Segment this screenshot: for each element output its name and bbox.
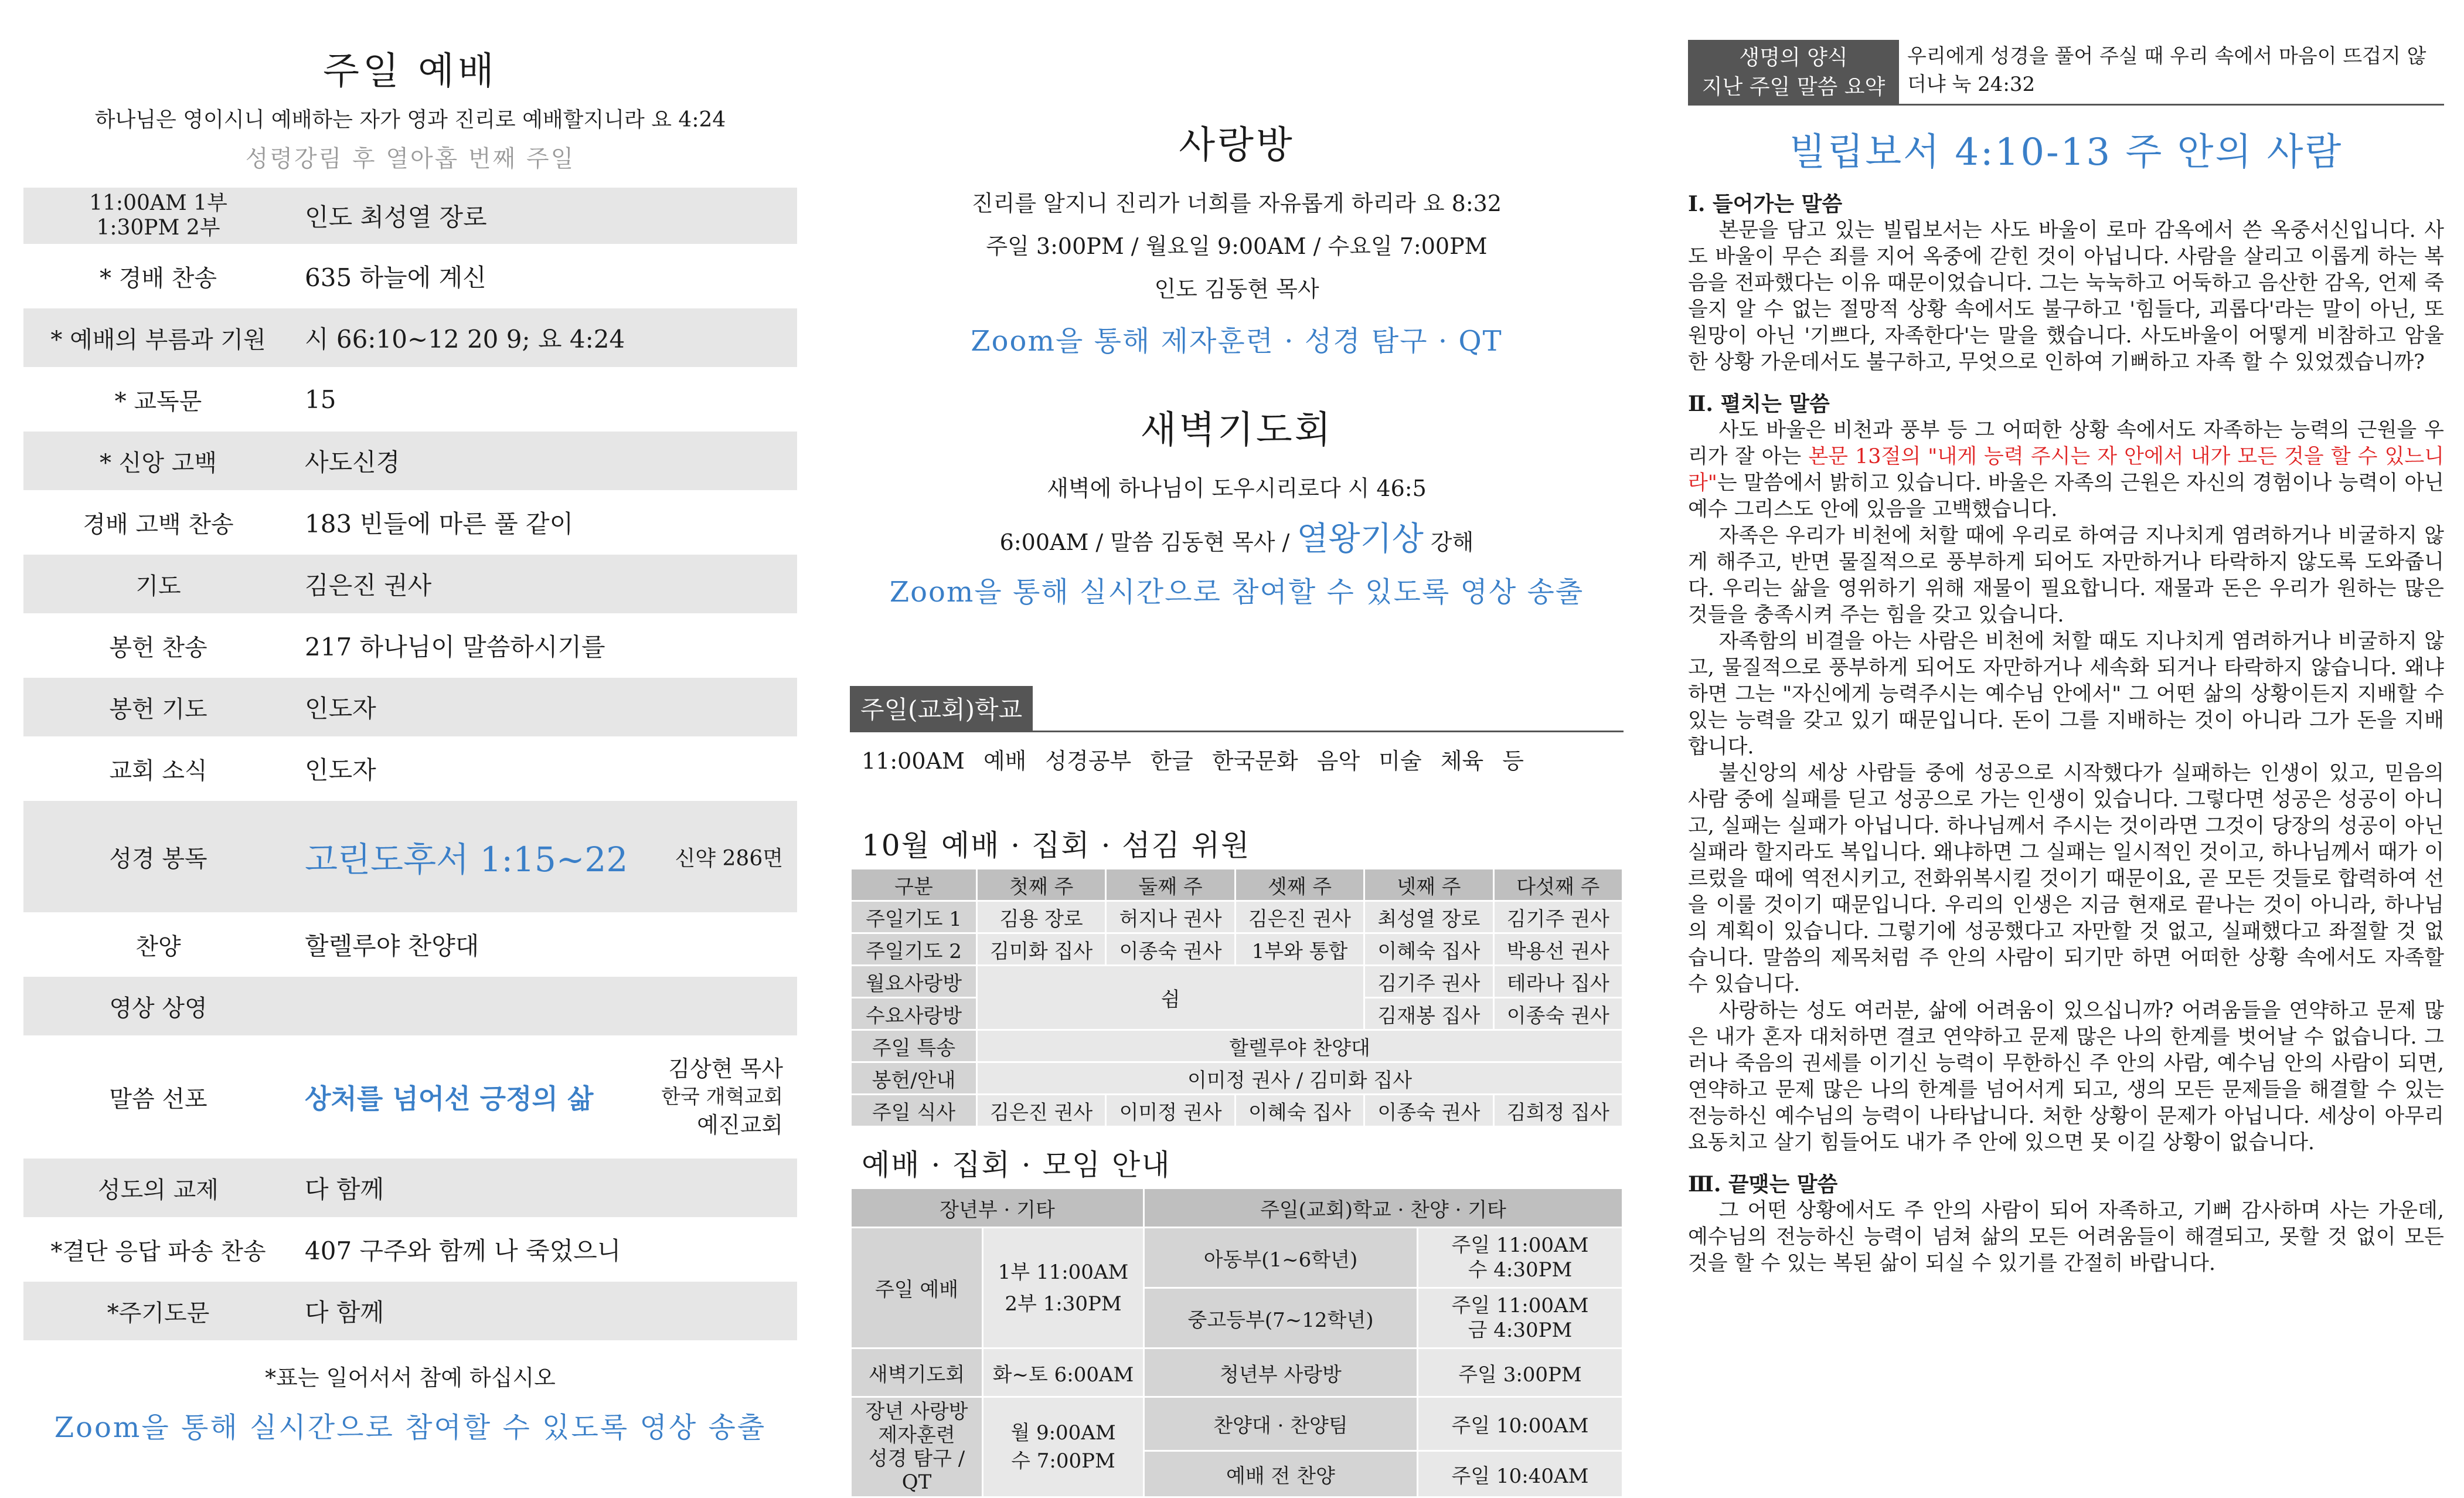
summary-paragraph: 본문을 담고 있는 빌립보서는 사도 바울이 로마 감옥에서 쓴 옥중서신입니다. 사도 바울이 무슨 죄를 지어 옥중에 갇힌 것이 아닙니다. 사람을 살리고 이롭게 하는 복음을 전파했다는 이유 때문이었습니다. 그는 눅눅하고 어둑하고 음산한 감옥, 언제 죽을지 알 수 없는 절망적 상황 속에서도 불구하고 '힘들다, 괴롭다'라는 말이 아닌, 또 원망이 아닌 '기쁘다, 자족한다'는 말을 했습니다. 사도바울이 어떻게 비참하고 암울한 상황 가운데서도 불구하고, 무엇으로 인하여 기뻐하고 자족 할 수 있었겠습니까? bbox=[1688, 219, 2444, 374]
duty-cell: 주일 식사 bbox=[851, 1095, 977, 1127]
worship-order-column bbox=[23, 0, 797, 1445]
table-row bbox=[851, 869, 1623, 901]
duty-title: 10월 예배 · 집회 · 섬김 위원 bbox=[862, 828, 1251, 862]
standing-note: *표는 일어서서 참예 하십시오 bbox=[265, 1365, 556, 1391]
meetings-column bbox=[850, 0, 1624, 1498]
summary-paragraph: 자족은 우리가 비천에 처할 때에 우리로 하여금 지나치게 염려하거나 비굴하지 않게 해주고, 반면 물질적으로 풍부하게 되어도 자만하거나 타락하지 않도록 도와줍니다. 우리는 삶을 영위하기 위해 재물이 필요합니다. 재물과 돈은 우리가 원하는 많은 것들을 충족시켜 주는 힘을 갖고 있습니다. bbox=[1688, 524, 2444, 627]
table-row bbox=[851, 933, 1623, 966]
guide-cell bbox=[983, 1228, 1144, 1348]
guide-time: 주일 11:00AM bbox=[1451, 1234, 1589, 1257]
guide-label: 제자훈련 bbox=[878, 1424, 955, 1447]
duty-cell: 이미정 권사 bbox=[1106, 1095, 1235, 1127]
guide-cell: 청년부 사랑방 bbox=[1144, 1348, 1418, 1397]
dawn-time: 6:00AM / 말씀 김동현 목사 / bbox=[999, 529, 1290, 555]
duty-cell: 주일 특송 bbox=[851, 1030, 977, 1062]
guide-time: 금 4:30PM bbox=[1468, 1319, 1573, 1342]
dawn-suffix: 강해 bbox=[1430, 529, 1474, 555]
service-times-label: 11:00AM 1부 1:30PM 2부 bbox=[89, 191, 227, 240]
order-key: 교회 소식 bbox=[109, 757, 207, 784]
table-row bbox=[851, 1062, 1623, 1095]
duty-cell: 월요사랑방 bbox=[851, 966, 977, 998]
table-row bbox=[851, 1348, 1623, 1397]
duty-cell: 김기주 권사 bbox=[1493, 901, 1622, 933]
order-value: 사도신경 bbox=[305, 448, 400, 477]
duty-cell: 김은진 권사 bbox=[1235, 901, 1364, 933]
guide-cell: 새벽기도회 bbox=[851, 1348, 983, 1397]
duty-cell: 김은진 권사 bbox=[977, 1095, 1106, 1127]
zoom-broadcast-note: Zoom을 통해 실시간으로 참여할 수 있도록 영상 송출 bbox=[54, 1411, 767, 1444]
order-key: 봉헌 찬송 bbox=[109, 634, 207, 661]
order-row bbox=[23, 678, 797, 739]
order-row bbox=[23, 1159, 797, 1220]
sunday-label: 성령강림 후 열아홉 번째 주일 bbox=[245, 145, 576, 172]
duty-header: 둘째 주 bbox=[1106, 869, 1235, 901]
sermon-title: 상처를 넘어선 긍정의 삶 bbox=[305, 1083, 594, 1115]
dawn-prayer-schedule bbox=[850, 513, 1624, 560]
preacher-church: 한국 개혁교회 bbox=[661, 1085, 783, 1109]
duty-cell: 봉헌/안내 bbox=[851, 1062, 977, 1095]
duty-cell: 이혜숙 집사 bbox=[1235, 1095, 1364, 1127]
duty-header: 다섯째 주 bbox=[1493, 869, 1622, 901]
summary-header bbox=[1688, 40, 2444, 106]
table-row bbox=[851, 1228, 1623, 1288]
guide-cell: 아동부(1~6학년) bbox=[1144, 1228, 1418, 1288]
duty-table bbox=[850, 868, 1624, 1127]
order-key bbox=[23, 191, 293, 240]
duty-cell: 최성열 장로 bbox=[1364, 901, 1493, 933]
order-key: 찬양 bbox=[135, 933, 181, 960]
section-heading: Ⅰ. 들어가는 말씀 bbox=[1688, 192, 1843, 216]
sermon-key: 말씀 선포 bbox=[109, 1085, 207, 1113]
order-row bbox=[23, 247, 797, 308]
sarangbang-title: 사랑방 bbox=[1179, 124, 1295, 167]
guide-time: 수 7:00PM bbox=[1011, 1449, 1115, 1473]
order-key: 성도의 교제 bbox=[98, 1176, 219, 1204]
sunday-school-tag: 주일(교회)학교 bbox=[850, 686, 1033, 731]
guide-cell: 화~토 6:00AM bbox=[983, 1348, 1144, 1397]
summary-paragraph: 불신앙의 세상 사람들 중에 성공으로 시작했다가 실패하는 인생이 있고, 믿음의 사람 중에 실패를 딛고 성공으로 가는 인생이 있습니다. 그렇다면 성공은 성공이 아니고, 실패는 실패가 아닙니다. 하나님께서 주시는 것이라면 그것이 당장의 성공이 아닌 실패라 할지라도 복입니다. 왜냐하면 그 실패는 일시적인 것이고, 하나님께서 때가 이르렀을 때에 역전시키고, 전화위복시킬 것이기 때문이요, 곧 모든 것들로 합력하여 선을 이룰 것이기 때문입니다. 우리의 인생은 지금 현재로 끝나는 것이 아니라, 하나님의 계획이 있습니다. 그렇기에 성공했다고 자만할 것 없고, 실패했다고 좌절할 것 없습니다. 말씀의 제목처럼 주 안의 사람이 되기만 하면 어떠한 상황 속에서도 자족할 수 있습니다. bbox=[1688, 762, 2444, 996]
paragraph-text: 사도 바울은 비천과 풍부 등 그 어떠한 상황 속에서도 자족하는 능력의 근원을 우리가 잘 아는 bbox=[1688, 419, 2444, 468]
guide-time: 월 9:00AM bbox=[1010, 1421, 1116, 1445]
order-value: 다 함께 bbox=[305, 1175, 384, 1204]
duty-cell: 김재봉 집사 bbox=[1364, 998, 1493, 1030]
paragraph-text: 는 말씀에서 밝히고 있습니다. 바울은 자족의 근원은 자신의 경험이나 능력이 아닌 예수 그리스도 안에 있음을 고백했습니다. bbox=[1688, 471, 2444, 521]
table-row bbox=[851, 1397, 1623, 1451]
order-value: 시 66:10~12 20 9; 요 4:24 bbox=[305, 325, 625, 354]
worship-title: 주일 예배 bbox=[323, 50, 498, 93]
table-row bbox=[851, 901, 1623, 933]
duty-header: 셋째 주 bbox=[1235, 869, 1364, 901]
guide-cell bbox=[983, 1397, 1144, 1497]
worship-verse: 하나님은 영이시니 예배하는 자가 영과 진리로 예배할지니라 요 4:24 bbox=[94, 108, 726, 132]
sermon-summary-title: 빌립보서 4:10-13 주 안의 사람 bbox=[1789, 131, 2343, 174]
preacher-church-name: 예진교회 bbox=[697, 1112, 783, 1138]
sermon-row bbox=[23, 1038, 797, 1159]
highlighted-verse: 본문 13절의 "내게 능력 주시는 자 안에서 내가 모든 것을 할 수 있느니라" bbox=[1688, 445, 2445, 495]
table-row bbox=[851, 966, 1623, 998]
order-row bbox=[23, 977, 797, 1038]
guide-cell bbox=[1417, 1288, 1622, 1348]
sunday-school-programs: 11:00AM 예배 성경공부 한글 한국문화 음악 미술 체육 등 bbox=[862, 748, 1524, 774]
order-row bbox=[23, 493, 797, 555]
order-key: 경배 고백 찬송 bbox=[83, 511, 234, 538]
order-key: * 경배 찬송 bbox=[100, 264, 217, 292]
order-row bbox=[23, 915, 797, 977]
guide-label: 성경 탐구 / QT bbox=[868, 1447, 965, 1494]
guide-time: 2부 1:30PM bbox=[1005, 1292, 1122, 1316]
sarangbang-zoom: Zoom을 통해 제자훈련 · 성경 탐구 · QT bbox=[971, 325, 1503, 358]
guide-cell: 주일 10:40AM bbox=[1417, 1451, 1622, 1497]
duty-cell: 김희정 집사 bbox=[1493, 1095, 1622, 1127]
order-row bbox=[23, 308, 797, 370]
section-heading: Ⅲ. 끝맺는 말씀 bbox=[1688, 1172, 1838, 1197]
guide-header: 주일(교회)학교 · 찬양 · 기타 bbox=[1144, 1188, 1623, 1228]
duty-cell: 할렐루야 찬양대 bbox=[977, 1030, 1623, 1062]
order-key: *결단 응답 파송 찬송 bbox=[50, 1238, 266, 1265]
duty-cell: 김용 장로 bbox=[977, 901, 1106, 933]
order-value: 김은진 권사 bbox=[305, 571, 432, 600]
duty-cell: 주일기도 2 bbox=[851, 933, 977, 966]
guide-header: 장년부 · 기타 bbox=[851, 1188, 1144, 1228]
guide-cell: 주일 예배 bbox=[851, 1228, 983, 1348]
duty-cell: 이종숙 권사 bbox=[1106, 933, 1235, 966]
order-row bbox=[23, 555, 797, 616]
summary-paragraph: 자족함의 비결을 아는 사람은 비천에 처할 때도 지나치게 염려하거나 비굴하지 않고, 물질적으로 풍부하게 되어도 자만하거나 세속화 되거나 타락하지 않습니다. 왜냐하면 그는 "자신에게 능력주시는 예수님 안에서" 그 어떤 삶의 상황이든지 지배할 수 있는 능력을 갖고 있기 때문입니다. 돈이 그를 지배하는 것이 아니라 그가 돈을 지배합니다. bbox=[1688, 630, 2444, 759]
scripture-key: 성경 봉독 bbox=[109, 845, 207, 872]
guide-cell: 찬양대 · 찬양팀 bbox=[1144, 1397, 1418, 1451]
dawn-book: 열왕기상 bbox=[1296, 520, 1424, 558]
order-value: 인도자 bbox=[305, 756, 376, 784]
order-value: 할렐루야 찬양대 bbox=[305, 932, 479, 960]
duty-cell: 이혜숙 집사 bbox=[1364, 933, 1493, 966]
worship-order-list bbox=[23, 188, 797, 1343]
dawn-zoom: Zoom을 통해 실시간으로 참여할 수 있도록 영상 송출 bbox=[889, 576, 1584, 609]
duty-cell: 1부와 통합 bbox=[1235, 933, 1364, 966]
scripture-row bbox=[23, 801, 797, 915]
guide-cell: 주일 3:00PM bbox=[1417, 1348, 1622, 1397]
order-row bbox=[23, 739, 797, 801]
guide-cell: 중고등부(7~12학년) bbox=[1144, 1288, 1418, 1348]
scripture-page: 신약 286면 bbox=[675, 846, 783, 871]
duty-cell: 김기주 권사 bbox=[1364, 966, 1493, 998]
guide-title: 예배 · 집회 · 모임 안내 bbox=[862, 1148, 1171, 1182]
sunday-school-header bbox=[850, 686, 1624, 732]
order-value: 635 하늘에 계신 bbox=[305, 263, 486, 292]
guide-time: 수 4:30PM bbox=[1468, 1258, 1573, 1282]
duty-cell: 주일기도 1 bbox=[851, 901, 977, 933]
scripture-reference: 고린도후서 1:15~22 bbox=[305, 840, 628, 879]
order-row bbox=[23, 188, 797, 247]
order-value: 인도자 bbox=[305, 694, 376, 723]
guide-time: 주일 11:00AM bbox=[1451, 1294, 1589, 1317]
duty-cell: 허지나 권사 bbox=[1106, 901, 1235, 933]
duty-header: 첫째 주 bbox=[977, 869, 1106, 901]
guide-cell: 예배 전 찬양 bbox=[1144, 1451, 1418, 1497]
order-row bbox=[23, 1220, 797, 1282]
duty-rest-cell: 쉼 bbox=[977, 966, 1364, 1030]
guide-table bbox=[850, 1187, 1624, 1498]
duty-cell: 이종숙 권사 bbox=[1364, 1095, 1493, 1127]
order-value: 217 하나님이 말씀하시기를 bbox=[305, 633, 605, 661]
order-value: 15 bbox=[305, 385, 336, 414]
sermon-summary-column bbox=[1688, 0, 2444, 1277]
order-row bbox=[23, 1282, 797, 1343]
order-value: 407 구주와 함께 나 죽었으니 bbox=[305, 1237, 621, 1265]
order-row bbox=[23, 616, 797, 678]
order-value: 183 빈들에 마른 풀 같이 bbox=[305, 509, 574, 538]
order-key: 영상 상영 bbox=[109, 994, 207, 1022]
summary-paragraph: 사랑하는 성도 여러분, 삶에 어려움이 있으십니까? 어려움들을 연약하고 문제 많은 내가 혼자 대처하면 결코 연약하고 문제 많은 나의 한계를 벗어날 수 없습니다. 그러나 죽음의 권세를 이기신 능력이 무한하신 주 안의 사람, 예수님 안의 사람이 되면, 연약하고 문제 많은 나의 한계를 넘어서게 되고, 생의 모든 문제들을 해결할 수 있는 전능하신 예수님의 능력이 나타납니다. 처한 상황이 문제가 아닙니다. 세상이 아무리 요동치고 살기 힘들어도 내가 주 안에 있으면 못 이길 상황이 없습니다. bbox=[1688, 999, 2444, 1154]
duty-header: 넷째 주 bbox=[1364, 869, 1493, 901]
table-row bbox=[851, 1030, 1623, 1062]
summary-label-box bbox=[1688, 40, 1899, 106]
order-key: * 예배의 부름과 기원 bbox=[50, 326, 266, 354]
table-row bbox=[851, 1188, 1623, 1228]
guide-cell bbox=[851, 1397, 983, 1497]
table-row bbox=[851, 1095, 1623, 1127]
order-key: 봉헌 기도 bbox=[109, 695, 207, 723]
section-heading: Ⅱ. 펼치는 말씀 bbox=[1688, 392, 1830, 416]
order-row bbox=[23, 370, 797, 432]
order-row bbox=[23, 432, 797, 493]
summary-paragraph bbox=[1688, 417, 2444, 523]
order-key: * 교독문 bbox=[114, 388, 202, 415]
bread-of-life-label: 생명의 양식 bbox=[1739, 46, 1848, 70]
order-value: 다 함께 bbox=[305, 1298, 384, 1327]
guide-cell: 주일 10:00AM bbox=[1417, 1397, 1622, 1451]
guide-label: 장년 사랑방 bbox=[865, 1400, 968, 1424]
order-key: * 신앙 고백 bbox=[100, 449, 217, 477]
preacher-name: 김상현 목사 bbox=[668, 1056, 783, 1082]
duty-cell: 이종숙 권사 bbox=[1493, 998, 1622, 1030]
duty-cell: 수요사랑방 bbox=[851, 998, 977, 1030]
order-key: 기도 bbox=[135, 572, 181, 600]
duty-header: 구분 bbox=[851, 869, 977, 901]
sermon-preacher-block bbox=[661, 1055, 797, 1139]
duty-cell: 이미정 권사 / 김미화 집사 bbox=[977, 1062, 1623, 1095]
sarangbang-verse: 진리를 알지니 진리가 너희를 자유롭게 하리라 요 8:32 bbox=[971, 191, 1502, 216]
guide-time: 1부 11:00AM bbox=[998, 1260, 1129, 1284]
sarangbang-times: 주일 3:00PM / 월요일 9:00AM / 수요일 7:00PM bbox=[986, 233, 1488, 259]
summary-quote: 우리에게 성경을 풀어 주실 때 우리 속에서 마음이 뜨겁지 않더냐 눅 24:32 bbox=[1899, 40, 2444, 106]
duty-cell: 김미화 집사 bbox=[977, 933, 1106, 966]
order-key: *주기도문 bbox=[107, 1299, 210, 1327]
sarangbang-leader: 인도 김동현 목사 bbox=[1154, 276, 1319, 302]
duty-cell: 테라나 집사 bbox=[1493, 966, 1622, 998]
last-sermon-label: 지난 주일 말씀 요약 bbox=[1701, 75, 1886, 99]
duty-cell: 박용선 권사 bbox=[1493, 933, 1622, 966]
dawn-prayer-verse: 새벽에 하나님이 도우시리로다 시 46:5 bbox=[1047, 475, 1427, 501]
dawn-prayer-title: 새벽기도회 bbox=[1140, 409, 1333, 452]
summary-paragraph: 그 어떤 상황에서도 주 안의 사람이 되어 자족하고, 기뻐 감사하며 사는 가운데, 예수님의 전능하신 능력이 넘쳐 삶의 모든 어려움들이 해결되고, 못할 것 없이 모든 것을 할 수 있는 복된 삶이 되실 수 있기를 간절히 바랍니다. bbox=[1688, 1199, 2444, 1275]
guide-cell bbox=[1417, 1228, 1622, 1288]
order-value: 인도 최성열 장로 bbox=[305, 203, 487, 232]
